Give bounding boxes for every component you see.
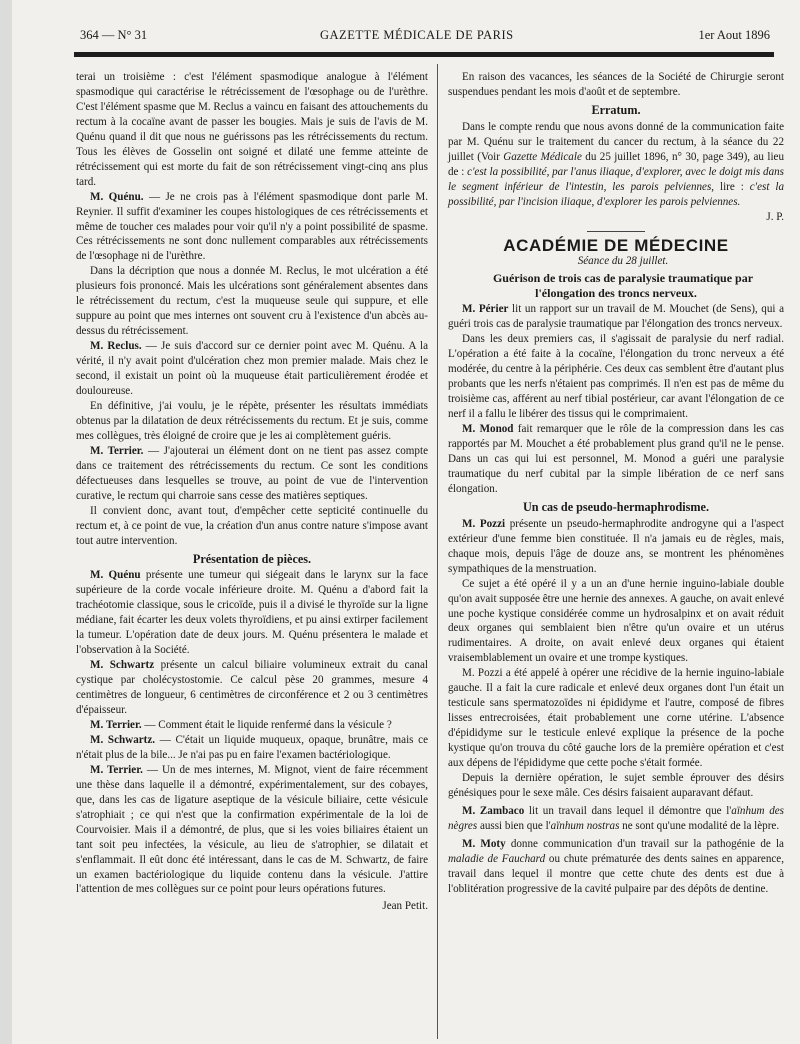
text-run: lit un travail dans lequel il démontre que l' bbox=[524, 804, 732, 817]
paragraph bbox=[448, 302, 784, 332]
page-number: 364 — N° 31 bbox=[80, 28, 148, 42]
speaker: M. Pozzi bbox=[462, 517, 506, 530]
text-run: , lire : bbox=[711, 180, 750, 193]
paragraph: Dans les deux premiers cas, il s'agissait de paralysie du nerf radial. L'opération a été faite à la cocaïne, l'élongation du tronc nerveux a été modérée, du centre à la périphérie. Ces deux cas semblent être d'autant plus probants que les nerfs n'étaient pas comprimés. Il n'en est pas de même du troisième cas, afférent au nerf tibial postérieur, car avant l'élongation de ce nerf il a fallu le libérer des tissus qui le comprimaient. bbox=[448, 333, 784, 421]
paragraph bbox=[448, 837, 784, 897]
erratum-signature: J. P. bbox=[766, 210, 784, 223]
paragraph bbox=[448, 517, 784, 577]
pseudo-title: Un cas de pseudo-hermaphrodisme. bbox=[523, 499, 709, 514]
text-run-italic: Gazette Médicale bbox=[503, 150, 582, 163]
section-separator bbox=[587, 231, 645, 232]
speaker: M. Périer bbox=[462, 303, 509, 316]
header-rule bbox=[74, 52, 774, 57]
text-run: Dans le compte rendu que nous avons donné de la communication faite par M. Quénu sur le traitement du cancer du rectum, à la séance du 22 juillet (Voir bbox=[448, 120, 784, 163]
speech: présente un calcul biliaire volumineux extrait du canal cystique par cholécystostomie. Ce calcul pèse 20 grammes, mesure 4 centimètres de longueur, 6 centimètres de circonférence et 2 ou 3 centimètres d'épaisseur. bbox=[76, 659, 428, 717]
speech: — Un de mes internes, M. Mignot, vient de faire récemment une thèse dans laquelle il a démontré, expérimentalement, sur des cobayes, que, dans les cas de ligature aseptique de la vésicule biliaire, cette vésicule s'atrophiait ; ce qui n'est que la confirmation expérimentale de la loi de Courvoisier. Mais il a démontré, de plus, que si les voies biliaires étaient un tant soit peu infectées, la vésicule, au lieu de s'atrophier, se dilatait et s'enflammait. Il eût donc été intéressant, dans le cas de M. Schwartz, de faire un examen bactériologique du liquide contenu dans la vésicule. J'attire l'attention de mes collègues sur ce point pour leurs opérations futures. bbox=[76, 763, 428, 896]
session-date: Séance du 28 juillet. bbox=[577, 255, 669, 268]
speech: — Je suis d'accord sur ce dernier point avec M. Quénu. A la vérité, il n'y avait point d'ulcération chez mon premier malade. Mais chez le second, il existait un point où la muqueuse était particulièrement érodée et douloureuse. bbox=[76, 340, 428, 398]
text-run-italic: aïnhum des nègres bbox=[448, 804, 784, 832]
paragraph: En raison des vacances, les séances de la Société de Chirurgie seront suspendues pendant les mois d'août et de septembre. bbox=[448, 71, 784, 98]
author-signature: Jean Petit. bbox=[382, 900, 428, 913]
speaker: M. Moty bbox=[462, 837, 506, 850]
speaker: M. Terrier. bbox=[90, 718, 142, 731]
paragraph: Dans la décription que nous a donnée M. Reclus, le mot ulcération a été plusieurs fois prononcé. Mais les ulcérations sont généralement absentes dans le rétrécissement du rectum, c'est la muqueuse seule qui suppure, et elle suppure au point que mes internes ont souvent cru à l'existence d'un abcès au-dessus du rétrécissement. bbox=[76, 265, 428, 338]
speech: — Je ne crois pas à l'élément spasmodique dont parle M. Reynier. Il suffit d'examiner les coupes histologiques de ces rétrécissements et même de toucher ces malades pour voir qu'il n'y a point possibilité de spasme. Ces rétrécissements ne sont donc nullement comparables aux rétrécissements de l'œsophage ni de l'urèthre. bbox=[76, 190, 428, 263]
left-column bbox=[76, 70, 428, 914]
speaker: M. Quénu bbox=[90, 569, 141, 582]
erratum-title: Erratum. bbox=[591, 102, 641, 117]
text-run: ou chute prématurée des dents saines en apparence, travail dans lequel il montre que cette chute des dents est due à l'oblitération progressive de la cavité pulpaire par des dépôts de dentine. bbox=[448, 852, 784, 895]
speech: lit un rapport sur un travail de M. Mouchet (de Sens), qui a guéri trois cas de paralysie traumatique par l'élongation des troncs nerveux. bbox=[448, 303, 784, 331]
page-header bbox=[80, 28, 770, 50]
speech: présente une tumeur qui siégeait dans le larynx sur la face supérieure de la corde vocale inférieure droite. M. Quénu a d'abord fait la trachéotomie classique, sous le cricoïde, puis il a divisé le thyroïde sur la ligne médiane, fait écarter les deux volets thyroïdiens, et pu ainsi extirper facilement la tumeur. L'opération date de deux jours. M. Quénu présentera le malade et l'observation à la Société. bbox=[76, 569, 428, 657]
issue-date: 1er Aout 1896 bbox=[698, 28, 770, 42]
speaker: M. Zambaco bbox=[462, 804, 525, 817]
speaker: M. Terrier. bbox=[90, 444, 144, 457]
paragraph: En définitive, j'ai voulu, je le répète, présenter les résultats immédiats obtenus par la dilatation de deux rétrécissements du rectum. Et je suis, comme mes collègues, très éloigné de croire que je les ai complètement guéris. bbox=[76, 399, 428, 442]
speaker: M. Quénu. bbox=[90, 190, 144, 203]
section-title: Présentation de pièces. bbox=[192, 551, 312, 566]
paragraph: M. Pozzi a été appelé à opérer une récidive de la hernie inguino-labiale gauche. Il a fait la cure radicale et enlevé deux organes dont l'un était un testicule sans spermatozoïdes ni épididyme et l'autre, composé de fibres lisses entrecroisées, était probablement une corne utérine. L'absence d'épididyme sur le testicule enlevé explique la présence de la poche kystique qu'on trouva du côté gauche lors de la première opération et c'est aux dépens de l'épididyme que cette poche s'était formée. bbox=[448, 667, 784, 770]
speaker: M. Reclus. bbox=[90, 340, 142, 353]
text-run-italic: maladie de Fauchard bbox=[448, 852, 546, 865]
column-divider bbox=[437, 64, 438, 1039]
text-run: du 25 juillet 1896, n° 30, page 349), au lieu de : bbox=[448, 150, 784, 178]
speech: — Comment était le liquide renfermé dans la vésicule ? bbox=[141, 718, 392, 731]
text-run: aussi bien que l' bbox=[477, 819, 551, 832]
paragraph: terai un troisième : c'est l'élément spasmodique analogue à l'élément spasmodique qui caractérise le rétrécissement de l'œsophage ou de l'urèthre. C'est l'élément spasme que M. Reclus a vaincu en faisant des attouchements du rectum à la cocaïne avant de passer les bougies. Mais je suis de l'avis de M. Quénu quand il dit que nous ne guérissons pas les rétrécissements du rectum. Tous les élèves de Gosselin ont soigné et dilaté une femme atteinte de rétrécissement qui est morte du fait de son rétrécissement vingt-cinq ans plus tard. bbox=[76, 71, 428, 188]
paragraph bbox=[76, 718, 428, 733]
speech: présente un pseudo-hermaphrodite androgyne qui a l'aspect extérieur d'une femme bien constituée. Il n'a jamais eu de règles, mais, chaque mois, depuis l'âge de douze ans, se montrent les phénomènes sympathiques de la menstruation. bbox=[448, 517, 784, 575]
paragraph bbox=[76, 444, 428, 504]
text-run: donne communication d'un travail sur la pathogénie de la bbox=[505, 837, 784, 850]
speaker: M. Monod bbox=[462, 423, 514, 436]
article-title: Guérison de trois cas de paralysie traumatique par l'élongation des troncs nerveux. bbox=[492, 271, 754, 300]
paragraph: Il convient donc, avant tout, d'empêcher cette septicité continuelle du rectum et, à ce point de vue, la création d'un anus contre nature s'impose avant tout autre intervention. bbox=[76, 504, 428, 547]
paragraph bbox=[76, 763, 428, 898]
paragraph bbox=[76, 190, 428, 265]
paragraph bbox=[76, 733, 428, 763]
speech: — C'était un liquide muqueux, opaque, brunâtre, mais ce n'était plus de la bile... Je n'ai pas pu en faire l'examen bactériologique. bbox=[76, 733, 429, 761]
text-run-italic: c'est la possibilité, par l'anus iliaque, d'explorer, avec le doigt mis dans le segment inférieur de l'intestin, les parois pelviennes bbox=[448, 165, 784, 193]
paragraph bbox=[448, 804, 784, 834]
text-run-italic: aïnhum nostras bbox=[550, 819, 620, 832]
right-column bbox=[448, 70, 784, 897]
speaker: M. Terrier. bbox=[90, 763, 143, 776]
text-run-italic: c'est la possibilité, par l'incision iliaque, d'explorer les parois pelviennes. bbox=[448, 180, 784, 208]
erratum-paragraph bbox=[448, 120, 784, 210]
speaker: M. Schwartz bbox=[90, 659, 155, 672]
academy-title: ACADÉMIE DE MÉDECINE bbox=[503, 235, 729, 255]
speaker: M. Schwartz. bbox=[90, 733, 156, 746]
paragraph: Depuis la dernière opération, le sujet semble éprouver des désirs génésiques pour le sexe mâle. Ces désirs faisaient auparavant défaut. bbox=[448, 771, 784, 799]
paragraph bbox=[76, 339, 428, 399]
paragraph bbox=[76, 658, 428, 718]
paragraph bbox=[448, 422, 784, 497]
paragraph bbox=[76, 568, 428, 658]
speech: — J'ajouterai un élément dont on ne tient pas assez compte dans ce traitement des rétrécissements du rectum. Ce sont les conditions défectueuses dans lesquelles se trouve, au point de vue de l'intervention curative, le rectum qui charroie sans cesse des matières septiques. bbox=[76, 444, 428, 502]
speech: fait remarquer que le rôle de la compression dans les cas rapportés par M. Mouchet a été probablement plus grand qu'il ne le pense. Dans un cas qui lui est personnel, M. Monod a guéri une paralysie traumatique du nerf cubital par la simple libération de ce nerf sans élongation. bbox=[448, 423, 784, 495]
paragraph: Ce sujet a été opéré il y a un an d'une hernie inguino-labiale double qu'on avait supposée être une hernie des annexes. A gauche, on avait enlevé une poche kystique considérée comme un hydrosalpinx et on avait réduit deux organes qui semblaient bien n'être qu'un ovaire et un utérus rudimentaires. A droite, on avait enlevé deux organes qui étaient vraisemblablement un ovaire et une trompe kystiques. bbox=[448, 577, 784, 665]
journal-title: GAZETTE MÉDICALE DE PARIS bbox=[320, 28, 514, 42]
text-run: ne sont qu'une modalité de la lèpre. bbox=[619, 819, 780, 832]
